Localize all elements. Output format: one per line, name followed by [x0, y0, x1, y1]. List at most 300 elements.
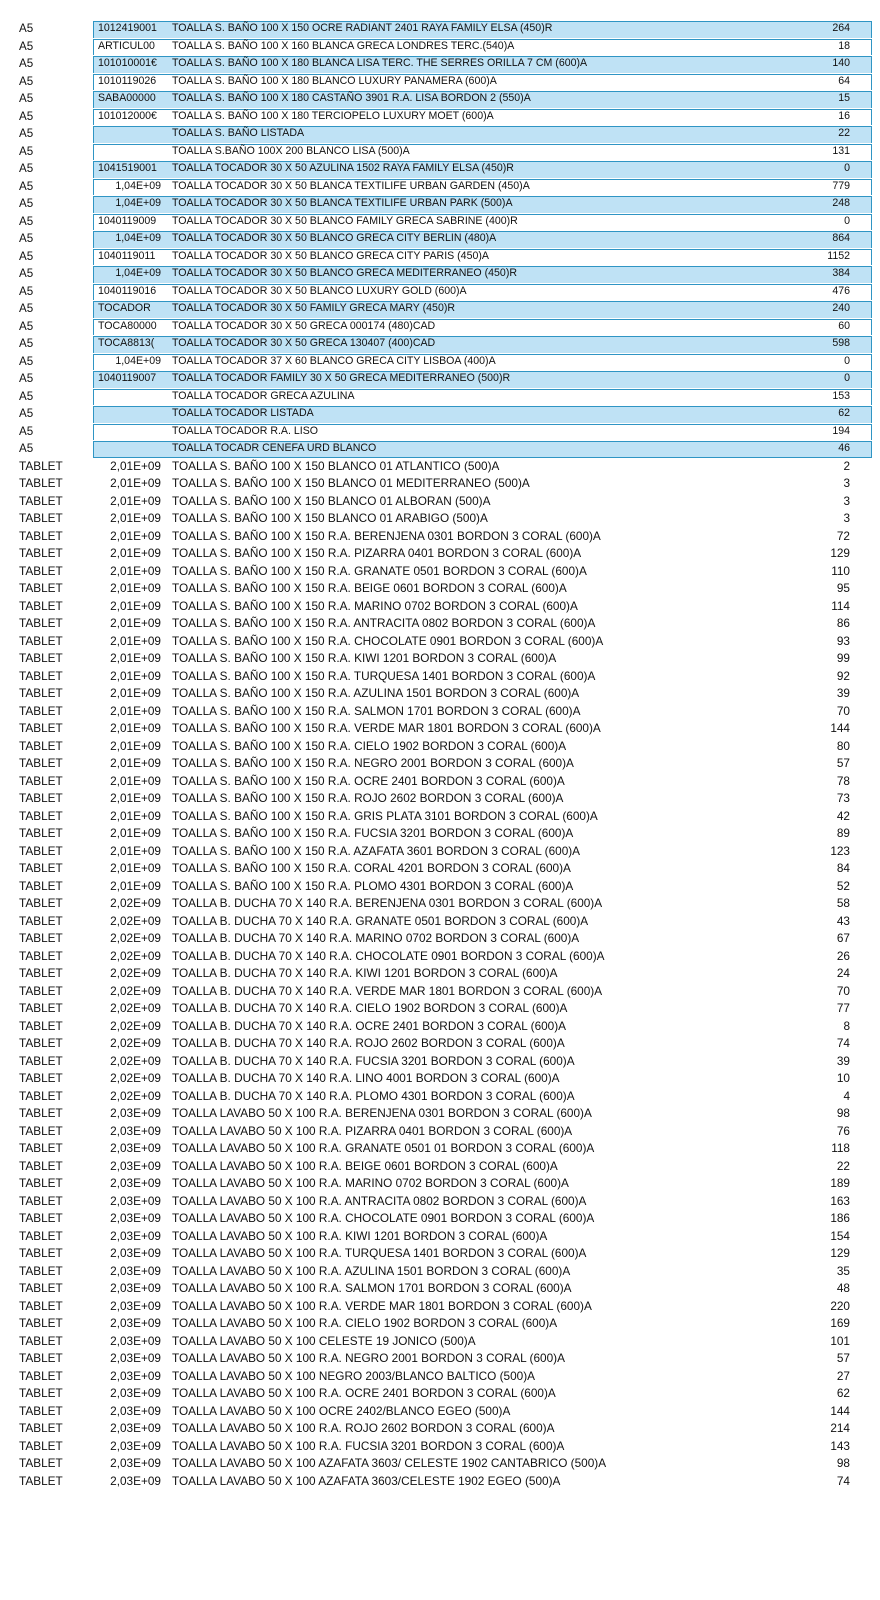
table-row — [0, 90, 880, 108]
inventory-sheet — [0, 20, 880, 1490]
quantity-cell: 62 — [838, 407, 850, 419]
code-cell: 2,03E+09 — [110, 1281, 161, 1295]
description-cell: TOALLA S. BAÑO 100 X 150 R.A. BERENJENA 0301 BORDON 3 CORAL (600)A — [172, 528, 601, 543]
category-cell: TABLET — [19, 948, 63, 963]
quantity-cell: 27 — [836, 1368, 850, 1383]
table-row — [0, 580, 880, 598]
quantity-cell: 76 — [836, 1123, 850, 1138]
description-cell: TOALLA S. BAÑO 100 X 150 OCRE RADIANT 2401 RAYA FAMILY ELSA (450)R — [172, 22, 553, 34]
description-cell: TOALLA TOCADOR 37 X 60 BLANCO GRECA CITY LISBOA (400)A — [172, 354, 496, 367]
quantity-cell: 84 — [836, 861, 850, 875]
description-cell: TOALLA S. BAÑO 100 X 150 BLANCO 01 ATLANTICO (500)A — [172, 458, 500, 473]
description-cell: TOALLA S. BAÑO 100 X 150 R.A. AZULINA 1501 BORDON 3 CORAL (600)A — [172, 686, 580, 700]
quantity-cell: 186 — [830, 1211, 850, 1225]
category-cell: TABLET — [19, 1053, 63, 1068]
category-cell: A5 — [19, 389, 34, 403]
description-cell: TOALLA S. BAÑO 100 X 150 R.A. PIZARRA 0401 BORDON 3 CORAL (600)A — [172, 546, 582, 560]
code-cell: 2,02E+09 — [110, 1053, 161, 1068]
description-cell: TOALLA S. BAÑO 100 X 150 R.A. CIELO 1902 BORDON 3 CORAL (600)A — [172, 738, 567, 753]
category-cell: A5 — [19, 162, 34, 175]
table-row — [0, 1263, 880, 1281]
description-cell: TOALLA S. BAÑO 100 X 150 R.A. AZAFATA 3601 BORDON 3 CORAL (600)A — [172, 843, 581, 858]
category-cell: TABLET — [19, 703, 63, 718]
category-cell: TABLET — [19, 1088, 63, 1103]
description-cell: TOALLA B. DUCHA 70 X 140 R.A. CIELO 1902 BORDON 3 CORAL (600)A — [172, 1001, 568, 1015]
code-cell: 2,03E+09 — [110, 1176, 161, 1190]
quantity-cell: 129 — [830, 546, 850, 560]
quantity-cell: 57 — [836, 756, 850, 770]
table-row — [0, 930, 880, 948]
description-cell: TOALLA S. BAÑO 100 X 150 BLANCO 01 MEDITERRANEO (500)A — [172, 476, 530, 490]
description-cell: TOALLA LAVABO 50 X 100 R.A. CHOCOLATE 0901 BORDON 3 CORAL (600)A — [172, 1211, 595, 1225]
quantity-cell: 72 — [836, 528, 850, 543]
category-cell: A5 — [19, 284, 34, 298]
code-cell: 2,03E+09 — [110, 1386, 161, 1400]
table-row — [0, 1350, 880, 1368]
code-cell: 2,02E+09 — [110, 931, 161, 945]
category-cell: TABLET — [19, 966, 63, 980]
description-cell: TOALLA LAVABO 50 X 100 R.A. NEGRO 2001 BORDON 3 CORAL (600)A — [172, 1351, 565, 1365]
code-cell: 1010119026 — [98, 74, 157, 87]
code-cell: 2,02E+09 — [110, 1071, 161, 1085]
quantity-cell: 476 — [832, 284, 850, 297]
description-cell: TOALLA S. BAÑO 100 X 150 R.A. ROJO 2602 BORDON 3 CORAL (600)A — [172, 791, 564, 805]
table-row — [0, 1245, 880, 1263]
category-cell: TABLET — [19, 1281, 63, 1295]
category-cell: A5 — [19, 109, 34, 123]
quantity-cell: 189 — [830, 1176, 850, 1190]
category-cell: TABLET — [19, 826, 63, 840]
code-cell: 101010001€ — [98, 57, 157, 69]
table-row — [0, 493, 880, 511]
code-cell: 2,01E+09 — [110, 878, 161, 893]
quantity-cell: 22 — [836, 1158, 850, 1173]
table-row — [0, 1455, 880, 1473]
code-cell: 2,03E+09 — [110, 1438, 161, 1453]
category-cell: TABLET — [19, 913, 63, 928]
category-cell: TABLET — [19, 896, 63, 910]
description-cell: TOALLA LAVABO 50 X 100 R.A. PIZARRA 0401 BORDON 3 CORAL (600)A — [172, 1123, 573, 1138]
table-row — [0, 143, 880, 161]
table-row — [0, 318, 880, 336]
code-cell: 2,01E+09 — [110, 651, 161, 665]
category-cell: TABLET — [19, 511, 63, 525]
code-cell: 1,04E+09 — [115, 267, 161, 279]
table-row — [0, 20, 880, 38]
table-row — [0, 1280, 880, 1298]
category-cell: TABLET — [19, 598, 63, 613]
description-cell: TOALLA S. BAÑO 100 X 150 R.A. BEIGE 0601 BORDON 3 CORAL (600)A — [172, 581, 567, 595]
table-row — [0, 685, 880, 703]
category-cell: A5 — [19, 302, 34, 315]
description-cell: TOALLA LAVABO 50 X 100 CELESTE 19 JONICO (500)A — [172, 1333, 476, 1348]
code-cell: 2,03E+09 — [110, 1228, 161, 1243]
category-cell: TABLET — [19, 931, 63, 945]
table-row — [0, 178, 880, 196]
quantity-cell: 80 — [836, 738, 850, 753]
description-cell: TOALLA S. BAÑO 100 X 150 R.A. CHOCOLATE 0901 BORDON 3 CORAL (600)A — [172, 633, 604, 648]
description-cell: TOALLA B. DUCHA 70 X 140 R.A. MARINO 0702 BORDON 3 CORAL (600)A — [172, 931, 580, 945]
description-cell: TOALLA B. DUCHA 70 X 140 R.A. FUCSIA 3201 BORDON 3 CORAL (600)A — [172, 1053, 575, 1068]
description-cell: TOALLA S. BAÑO 100 X 150 R.A. ANTRACITA 0802 BORDON 3 CORAL (600)A — [172, 616, 596, 630]
description-cell: TOALLA B. DUCHA 70 X 140 R.A. CHOCOLATE 0901 BORDON 3 CORAL (600)A — [172, 948, 605, 963]
quantity-cell: 0 — [844, 354, 850, 367]
description-cell: TOALLA LAVABO 50 X 100 OCRE 2402/BLANCO EGEO (500)A — [172, 1403, 511, 1418]
table-row — [0, 1053, 880, 1071]
quantity-cell: 98 — [836, 1106, 850, 1120]
table-row — [0, 458, 880, 476]
quantity-cell: 74 — [836, 1473, 850, 1488]
code-cell: 2,01E+09 — [110, 511, 161, 525]
category-cell: TABLET — [19, 1246, 63, 1260]
code-cell: 2,01E+09 — [110, 633, 161, 648]
quantity-cell: 118 — [831, 1141, 850, 1155]
category-cell: A5 — [19, 74, 34, 88]
code-cell: 2,03E+09 — [110, 1421, 161, 1435]
table-row — [0, 860, 880, 878]
description-cell: TOALLA LAVABO 50 X 100 R.A. FUCSIA 3201 BORDON 3 CORAL (600)A — [172, 1438, 565, 1453]
description-cell: TOALLA TOCADOR 30 X 50 BLANCA TEXTILIFE URBAN PARK (500)A — [172, 197, 513, 209]
table-row — [0, 1473, 880, 1491]
table-row — [0, 598, 880, 616]
quantity-cell: 86 — [836, 616, 850, 630]
quantity-cell: 95 — [836, 581, 850, 595]
quantity-cell: 24 — [836, 966, 850, 980]
code-cell: 2,02E+09 — [110, 1088, 161, 1103]
table-row — [0, 1333, 880, 1351]
category-cell: TABLET — [19, 1036, 63, 1050]
quantity-cell: 143 — [830, 1438, 850, 1453]
code-cell: 2,03E+09 — [110, 1141, 161, 1155]
table-row — [0, 1368, 880, 1386]
quantity-cell: 3 — [843, 476, 850, 490]
description-cell: TOALLA S.BAÑO 100X 200 BLANCO LISA (500)A — [172, 144, 410, 157]
description-cell: TOALLA B. DUCHA 70 X 140 R.A. GRANATE 0501 BORDON 3 CORAL (600)A — [172, 913, 589, 928]
table-row — [0, 1035, 880, 1053]
quantity-cell: 98 — [836, 1456, 850, 1470]
description-cell: TOALLA LAVABO 50 X 100 R.A. VERDE MAR 1801 BORDON 3 CORAL (600)A — [172, 1298, 592, 1313]
table-row — [0, 983, 880, 1001]
quantity-cell: 35 — [836, 1263, 850, 1278]
description-cell: TOALLA LAVABO 50 X 100 R.A. BEIGE 0601 BORDON 3 CORAL (600)A — [172, 1158, 558, 1173]
quantity-cell: 384 — [832, 267, 850, 279]
category-cell: TABLET — [19, 878, 63, 893]
description-cell: TOALLA TOCADOR GRECA AZULINA — [172, 389, 355, 402]
category-cell: TABLET — [19, 1333, 63, 1348]
table-row — [0, 353, 880, 371]
quantity-cell: 73 — [836, 791, 850, 805]
quantity-cell: 214 — [830, 1421, 850, 1435]
quantity-cell: 140 — [832, 57, 850, 69]
description-cell: TOALLA S. BAÑO 100 X 150 R.A. PLOMO 4301 BORDON 3 CORAL (600)A — [172, 878, 574, 893]
table-row — [0, 668, 880, 686]
code-cell: 2,01E+09 — [110, 563, 161, 578]
table-row — [0, 1298, 880, 1316]
table-row — [0, 773, 880, 791]
quantity-cell: 163 — [830, 1193, 850, 1208]
quantity-cell: 22 — [838, 127, 850, 139]
category-cell: TABLET — [19, 651, 63, 665]
description-cell: TOALLA S. BAÑO 100 X 180 TERCIOPELO LUXURY MOET (600)A — [172, 109, 494, 122]
code-cell: 2,01E+09 — [110, 476, 161, 490]
category-cell: A5 — [19, 214, 34, 228]
category-cell: TABLET — [19, 1176, 63, 1190]
table-row — [0, 1193, 880, 1211]
table-row — [0, 108, 880, 126]
description-cell: TOALLA TOCADOR 30 X 50 AZULINA 1502 RAYA FAMILY ELSA (450)R — [172, 162, 514, 174]
table-row — [0, 55, 880, 73]
quantity-cell: 144 — [830, 721, 850, 735]
category-cell: A5 — [19, 127, 34, 140]
category-cell: TABLET — [19, 1018, 63, 1033]
category-cell: TABLET — [19, 1193, 63, 1208]
quantity-cell: 46 — [838, 442, 850, 454]
table-row — [0, 790, 880, 808]
category-cell: A5 — [19, 319, 34, 333]
table-row — [0, 948, 880, 966]
quantity-cell: 78 — [836, 773, 850, 788]
table-row — [0, 1158, 880, 1176]
code-cell: 2,03E+09 — [110, 1123, 161, 1138]
category-cell: TABLET — [19, 1158, 63, 1173]
quantity-cell: 99 — [836, 651, 850, 665]
category-cell: A5 — [19, 442, 34, 455]
description-cell: TOALLA TOCADOR 30 X 50 GRECA 130407 (400)CAD — [172, 337, 436, 349]
quantity-cell: 264 — [832, 22, 850, 34]
table-row — [0, 895, 880, 913]
quantity-cell: 2 — [843, 458, 850, 473]
quantity-cell: 52 — [836, 878, 850, 893]
quantity-cell: 16 — [838, 109, 850, 122]
table-row — [0, 825, 880, 843]
quantity-cell: 48 — [836, 1281, 850, 1295]
description-cell: TOALLA S. BAÑO 100 X 150 R.A. VERDE MAR 1801 BORDON 3 CORAL (600)A — [172, 721, 601, 735]
category-cell: TABLET — [19, 476, 63, 490]
quantity-cell: 0 — [844, 214, 850, 227]
quantity-cell: 4 — [843, 1088, 850, 1103]
code-cell: 2,03E+09 — [110, 1333, 161, 1348]
table-row — [0, 248, 880, 266]
description-cell: TOALLA LAVABO 50 X 100 R.A. OCRE 2401 BORDON 3 CORAL (600)A — [172, 1386, 556, 1400]
category-cell: TABLET — [19, 1071, 63, 1085]
code-cell: 1012419001 — [98, 22, 157, 34]
quantity-cell: 74 — [836, 1036, 850, 1050]
code-cell: 2,03E+09 — [110, 1158, 161, 1173]
code-cell: TOCADOR — [98, 302, 151, 314]
quantity-cell: 8 — [843, 1018, 850, 1033]
code-cell: 2,01E+09 — [110, 493, 161, 508]
category-cell: A5 — [19, 354, 34, 368]
description-cell: TOALLA LAVABO 50 X 100 R.A. ANTRACITA 0802 BORDON 3 CORAL (600)A — [172, 1193, 587, 1208]
code-cell: 2,01E+09 — [110, 756, 161, 770]
description-cell: TOALLA TOCADOR 30 X 50 BLANCO FAMILY GRECA SABRINE (400)R — [172, 214, 518, 227]
table-row — [0, 528, 880, 546]
quantity-cell: 26 — [836, 948, 850, 963]
code-cell: 1,04E+09 — [115, 197, 161, 209]
quantity-cell: 62 — [836, 1386, 850, 1400]
category-cell: TABLET — [19, 581, 63, 595]
code-cell: 1,04E+09 — [115, 354, 161, 367]
table-row — [0, 388, 880, 406]
description-cell: TOALLA B. DUCHA 70 X 140 R.A. VERDE MAR 1801 BORDON 3 CORAL (600)A — [172, 983, 603, 998]
category-cell: TABLET — [19, 791, 63, 805]
table-row — [0, 878, 880, 896]
category-cell: TABLET — [19, 843, 63, 858]
code-cell: 2,01E+09 — [110, 528, 161, 543]
category-cell: A5 — [19, 249, 34, 263]
description-cell: TOALLA S. BAÑO 100 X 150 R.A. FUCSIA 3201 BORDON 3 CORAL (600)A — [172, 826, 574, 840]
code-cell: 1040119016 — [98, 284, 157, 297]
code-cell: 2,03E+09 — [110, 1473, 161, 1488]
table-row — [0, 1070, 880, 1088]
description-cell: TOALLA TOCADOR FAMILY 30 X 50 GRECA MEDITERRANEO (500)R — [172, 372, 511, 384]
quantity-cell: 70 — [836, 983, 850, 998]
code-cell: 2,01E+09 — [110, 598, 161, 613]
code-cell: 2,01E+09 — [110, 738, 161, 753]
table-row — [0, 370, 880, 388]
category-cell: A5 — [19, 407, 34, 420]
quantity-cell: 10 — [836, 1071, 850, 1085]
code-cell: 2,03E+09 — [110, 1193, 161, 1208]
description-cell: TOALLA S. BAÑO 100 X 150 R.A. MARINO 0702 BORDON 3 CORAL (600)A — [172, 598, 578, 613]
category-cell: TABLET — [19, 1263, 63, 1278]
code-cell: 2,02E+09 — [110, 896, 161, 910]
table-row — [0, 738, 880, 756]
quantity-cell: 39 — [836, 686, 850, 700]
table-row — [0, 1228, 880, 1246]
table-row — [0, 808, 880, 826]
quantity-cell: 110 — [831, 563, 850, 578]
category-cell: A5 — [19, 424, 34, 438]
category-cell: TABLET — [19, 861, 63, 875]
quantity-cell: 1152 — [827, 249, 850, 262]
table-row — [0, 160, 880, 178]
table-row — [0, 300, 880, 318]
description-cell: TOALLA TOCADOR 30 X 50 BLANCA TEXTILIFE URBAN GARDEN (450)A — [172, 179, 530, 192]
description-cell: TOALLA S. BAÑO 100 X 150 R.A. OCRE 2401 BORDON 3 CORAL (600)A — [172, 773, 565, 788]
code-cell: 2,03E+09 — [110, 1263, 161, 1278]
category-cell: A5 — [19, 372, 34, 385]
table-row — [0, 475, 880, 493]
category-cell: TABLET — [19, 808, 63, 823]
code-cell: 2,01E+09 — [110, 861, 161, 875]
category-cell: A5 — [19, 197, 34, 210]
description-cell: TOALLA LAVABO 50 X 100 R.A. BERENJENA 0301 BORDON 3 CORAL (600)A — [172, 1106, 592, 1120]
category-cell: TABLET — [19, 1456, 63, 1470]
category-cell: A5 — [19, 179, 34, 193]
category-cell: TABLET — [19, 773, 63, 788]
quantity-cell: 220 — [830, 1298, 850, 1313]
quantity-cell: 101 — [830, 1333, 850, 1348]
quantity-cell: 598 — [832, 337, 850, 349]
quantity-cell: 131 — [832, 144, 850, 157]
code-cell: 2,01E+09 — [110, 686, 161, 700]
code-cell: 2,03E+09 — [110, 1246, 161, 1260]
quantity-cell: 153 — [832, 389, 850, 402]
description-cell: TOALLA S. BAÑO 100 X 180 BLANCA LISA TERC. THE SERRES ORILLA 7 CM (600)A — [172, 57, 588, 69]
description-cell: TOALLA LAVABO 50 X 100 AZAFATA 3603/ CELESTE 1902 CANTABRICO (500)A — [172, 1456, 607, 1470]
category-cell: TABLET — [19, 756, 63, 770]
description-cell: TOALLA LAVABO 50 X 100 R.A. AZULINA 1501 BORDON 3 CORAL (600)A — [172, 1263, 571, 1278]
code-cell: 2,01E+09 — [110, 721, 161, 735]
code-cell: 2,03E+09 — [110, 1368, 161, 1383]
category-cell: TABLET — [19, 721, 63, 735]
description-cell: TOALLA TOCADOR 30 X 50 BLANCO GRECA CITY PARIS (450)A — [172, 249, 489, 262]
code-cell: 2,02E+09 — [110, 966, 161, 980]
quantity-cell: 67 — [836, 931, 850, 945]
description-cell: TOALLA S. BAÑO 100 X 150 R.A. NEGRO 2001 BORDON 3 CORAL (600)A — [172, 756, 574, 770]
quantity-cell: 93 — [836, 633, 850, 648]
quantity-cell: 39 — [836, 1053, 850, 1068]
description-cell: TOALLA S. BAÑO 100 X 160 BLANCA GRECA LONDRES TERC.(540)A — [172, 39, 515, 52]
quantity-cell: 154 — [830, 1228, 850, 1243]
category-cell: TABLET — [19, 1228, 63, 1243]
code-cell: 2,02E+09 — [110, 983, 161, 998]
description-cell: TOALLA B. DUCHA 70 X 140 R.A. PLOMO 4301 BORDON 3 CORAL (600)A — [172, 1088, 575, 1103]
description-cell: TOALLA S. BAÑO 100 X 150 R.A. GRANATE 0501 BORDON 3 CORAL (600)A — [172, 563, 587, 578]
description-cell: TOALLA LAVABO 50 X 100 R.A. MARINO 0702 BORDON 3 CORAL (600)A — [172, 1176, 569, 1190]
category-cell: TABLET — [19, 458, 63, 473]
code-cell: 2,02E+09 — [110, 948, 161, 963]
table-row — [0, 440, 880, 458]
code-cell: 2,03E+09 — [110, 1211, 161, 1225]
category-cell: TABLET — [19, 493, 63, 508]
table-row — [0, 125, 880, 143]
code-cell: 2,03E+09 — [110, 1106, 161, 1120]
quantity-cell: 3 — [843, 511, 850, 525]
quantity-cell: 194 — [832, 424, 850, 437]
code-cell: 2,03E+09 — [110, 1403, 161, 1418]
table-row — [0, 1315, 880, 1333]
quantity-cell: 240 — [832, 302, 850, 314]
table-row — [0, 38, 880, 56]
quantity-cell: 248 — [832, 197, 850, 209]
quantity-cell: 0 — [844, 162, 850, 174]
quantity-cell: 864 — [832, 232, 850, 244]
table-row — [0, 843, 880, 861]
code-cell: 1,04E+09 — [115, 179, 161, 192]
description-cell: TOALLA TOCADOR LISTADA — [172, 407, 314, 419]
table-row — [0, 755, 880, 773]
table-row — [0, 1018, 880, 1036]
description-cell: TOALLA S. BAÑO 100 X 150 R.A. GRIS PLATA 3101 BORDON 3 CORAL (600)A — [172, 808, 598, 823]
category-cell: TABLET — [19, 1403, 63, 1418]
category-cell: A5 — [19, 22, 34, 35]
description-cell: TOALLA S. BAÑO LISTADA — [172, 127, 305, 139]
description-cell: TOALLA S. BAÑO 100 X 150 BLANCO 01 ALBORAN (500)A — [172, 493, 491, 508]
table-row — [0, 283, 880, 301]
table-row — [0, 1088, 880, 1106]
code-cell: 1041519001 — [98, 162, 157, 174]
description-cell: TOALLA S. BAÑO 100 X 150 R.A. CORAL 4201 BORDON 3 CORAL (600)A — [172, 861, 571, 875]
code-cell: 2,03E+09 — [110, 1456, 161, 1470]
quantity-cell: 15 — [838, 92, 850, 104]
description-cell: TOALLA TOCADOR 30 X 50 BLANCO GRECA MEDITERRANEO (450)R — [172, 267, 517, 279]
category-cell: A5 — [19, 57, 34, 70]
category-cell: TABLET — [19, 668, 63, 683]
category-cell: TABLET — [19, 1368, 63, 1383]
table-row — [0, 1000, 880, 1018]
code-cell: 101012000€ — [98, 109, 157, 122]
category-cell: TABLET — [19, 563, 63, 578]
description-cell: TOALLA S. BAÑO 100 X 150 R.A. SALMON 1701 BORDON 3 CORAL (600)A — [172, 703, 581, 718]
category-cell: TABLET — [19, 983, 63, 998]
table-row — [0, 1210, 880, 1228]
table-row — [0, 965, 880, 983]
table-row — [0, 1140, 880, 1158]
code-cell: 2,02E+09 — [110, 1036, 161, 1050]
quantity-cell: 129 — [830, 1246, 850, 1260]
